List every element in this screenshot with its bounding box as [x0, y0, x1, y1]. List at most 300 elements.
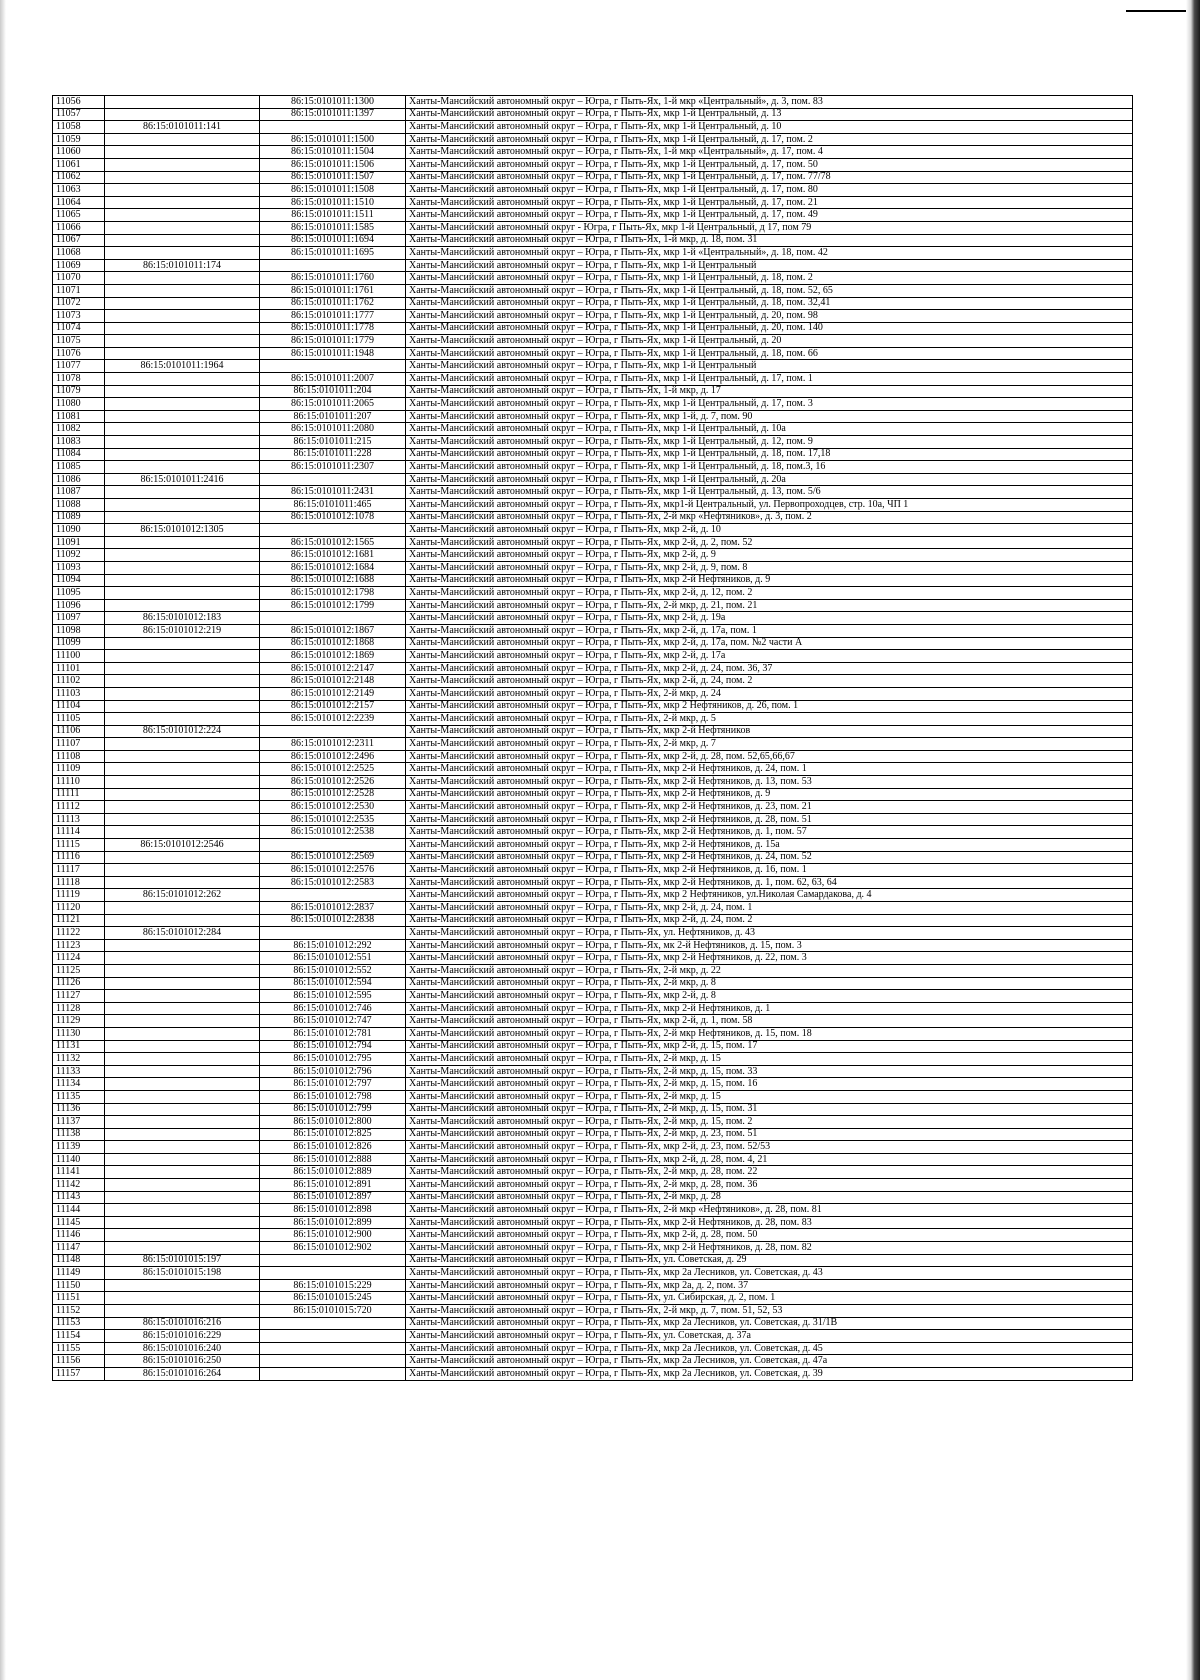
- address-cell: Ханты-Мансийский автономный округ – Югра, г Пыть-Ях, мкр 2-й Нефтяников, д. 24, пом. 1: [406, 763, 1133, 776]
- object-cadastral-number-cell: 86:15:0101012:2311: [260, 738, 406, 751]
- address-cell: Ханты-Мансийский автономный округ – Югра, г Пыть-Ях, мкр 2-й, д. 17а, пом. №2 части А: [406, 637, 1133, 650]
- land-cadastral-number-cell: [105, 1229, 260, 1242]
- address-cell: Ханты-Мансийский автономный округ – Югра, г Пыть-Ях, мкр 2а Лесников, ул. Советская, д. 39: [406, 1367, 1133, 1380]
- address-cell: Ханты-Мансийский автономный округ – Югра, г Пыть-Ях, 2-й мкр, д. 7: [406, 738, 1133, 751]
- land-cadastral-number-cell: [105, 1078, 260, 1091]
- row-number-cell: 11116: [53, 851, 105, 864]
- address-cell: Ханты-Мансийский автономный округ – Югра, г Пыть-Ях, 1-й мкр, д. 17: [406, 385, 1133, 398]
- table-row: [53, 1053, 1133, 1066]
- land-cadastral-number-cell: [105, 1053, 260, 1066]
- land-cadastral-number-cell: [105, 158, 260, 171]
- table-row: [53, 1141, 1133, 1154]
- table-row: [53, 662, 1133, 675]
- land-cadastral-number-cell: [105, 423, 260, 436]
- object-cadastral-number-cell: 86:15:0101012:1681: [260, 549, 406, 562]
- address-cell: Ханты-Мансийский автономный округ – Югра, г Пыть-Ях, мкр 1-й Центральный, д. 17, пом. 1: [406, 373, 1133, 386]
- address-cell: Ханты-Мансийский автономный округ – Югра, г Пыть-Ях, 2-й мкр, д. 22: [406, 964, 1133, 977]
- table-row: [53, 310, 1133, 323]
- object-cadastral-number-cell: [260, 121, 406, 134]
- table-row: [53, 196, 1133, 209]
- land-cadastral-number-cell: [105, 436, 260, 449]
- table-row: [53, 1317, 1133, 1330]
- address-cell: Ханты-Мансийский автономный округ – Югра, г Пыть-Ях, мкр 2-й Нефтяников, д. 1, пом. 57: [406, 826, 1133, 839]
- table-row: [53, 171, 1133, 184]
- land-cadastral-number-cell: [105, 990, 260, 1003]
- table-row: [53, 788, 1133, 801]
- row-number-cell: 11073: [53, 310, 105, 323]
- address-cell: Ханты-Мансийский автономный округ – Югра, г Пыть-Ях, 2-й мкр, д. 28: [406, 1191, 1133, 1204]
- object-cadastral-number-cell: 86:15:0101011:228: [260, 448, 406, 461]
- row-number-cell: 11133: [53, 1065, 105, 1078]
- land-cadastral-number-cell: [105, 864, 260, 877]
- object-cadastral-number-cell: 86:15:0101011:215: [260, 436, 406, 449]
- row-number-cell: 11157: [53, 1367, 105, 1380]
- table-row: [53, 612, 1133, 625]
- land-cadastral-number-cell: [105, 1027, 260, 1040]
- table-row: [53, 1242, 1133, 1255]
- address-cell: Ханты-Мансийский автономный округ – Югра, г Пыть-Ях, мкр 1-й Центральный, д. 20, пом. 98: [406, 310, 1133, 323]
- address-cell: Ханты-Мансийский автономный округ – Югра, г Пыть-Ях, мкр 1-й Центральный, д. 10а: [406, 423, 1133, 436]
- address-cell: Ханты-Мансийский автономный округ – Югра, г Пыть-Ях, мкр 1-й Центральный, д. 13: [406, 108, 1133, 121]
- address-cell: Ханты-Мансийский автономный округ – Югра, г Пыть-Ях, мкр 2а Лесников, ул. Советская, д. 31/1В: [406, 1317, 1133, 1330]
- address-cell: Ханты-Мансийский автономный округ – Югра, г Пыть-Ях, мкр 1-й Центральный, д. 12, пом. 9: [406, 436, 1133, 449]
- object-cadastral-number-cell: 86:15:0101012:796: [260, 1065, 406, 1078]
- row-number-cell: 11109: [53, 763, 105, 776]
- land-cadastral-number-cell: [105, 1242, 260, 1255]
- address-cell: Ханты-Мансийский автономный округ – Югра, г Пыть-Ях, 2-й мкр, д. 15: [406, 1090, 1133, 1103]
- table-row: [53, 486, 1133, 499]
- row-number-cell: 11118: [53, 876, 105, 889]
- object-cadastral-number-cell: [260, 1342, 406, 1355]
- row-number-cell: 11129: [53, 1015, 105, 1028]
- land-cadastral-number-cell: [105, 310, 260, 323]
- row-number-cell: 11061: [53, 158, 105, 171]
- object-cadastral-number-cell: 86:15:0101012:797: [260, 1078, 406, 1091]
- object-cadastral-number-cell: [260, 1355, 406, 1368]
- object-cadastral-number-cell: [260, 1317, 406, 1330]
- address-cell: Ханты-Мансийский автономный округ – Югра, г Пыть-Ях, мкр 2-й, д. 19а: [406, 612, 1133, 625]
- row-number-cell: 11141: [53, 1166, 105, 1179]
- table-row: [53, 1305, 1133, 1318]
- land-cadastral-number-cell: 86:15:0101016:250: [105, 1355, 260, 1368]
- object-cadastral-number-cell: 86:15:0101012:891: [260, 1179, 406, 1192]
- table-row: [53, 410, 1133, 423]
- address-cell: Ханты-Мансийский автономный округ – Югра, г Пыть-Ях, мкр 1-й Центральный: [406, 360, 1133, 373]
- table-row: [53, 826, 1133, 839]
- land-cadastral-number-cell: [105, 561, 260, 574]
- land-cadastral-number-cell: [105, 1305, 260, 1318]
- table-row: [53, 133, 1133, 146]
- address-cell: Ханты-Мансийский автономный округ – Югра, г Пыть-Ях, мкр 1-й Центральный, д. 17, пом. 80: [406, 184, 1133, 197]
- table-row: [53, 373, 1133, 386]
- row-number-cell: 11077: [53, 360, 105, 373]
- table-row: [53, 889, 1133, 902]
- object-cadastral-number-cell: [260, 1267, 406, 1280]
- address-cell: Ханты-Мансийский автономный округ – Югра, г Пыть-Ях, ул. Советская, д. 37а: [406, 1330, 1133, 1343]
- object-cadastral-number-cell: 86:15:0101012:1684: [260, 561, 406, 574]
- row-number-cell: 11095: [53, 587, 105, 600]
- object-cadastral-number-cell: 86:15:0101011:207: [260, 410, 406, 423]
- address-cell: Ханты-Мансийский автономный округ – Югра, г Пыть-Ях, мкр 2-й, д. 23, пом. 52/53: [406, 1141, 1133, 1154]
- table-row: [53, 725, 1133, 738]
- address-cell: Ханты-Мансийский автономный округ – Югра, г Пыть-Ях, мкр 1-й Центральный, д. 17, пом. 77/78: [406, 171, 1133, 184]
- address-cell: Ханты-Мансийский автономный округ – Югра, г Пыть-Ях, мкр 2а Лесников, ул. Советская, д. 45: [406, 1342, 1133, 1355]
- object-cadastral-number-cell: [260, 612, 406, 625]
- table-row: [53, 385, 1133, 398]
- address-cell: Ханты-Мансийский автономный округ – Югра, г Пыть-Ях, 2-й мкр «Нефтяников», д. 28, пом. 81: [406, 1204, 1133, 1217]
- table-row: [53, 675, 1133, 688]
- table-row: [53, 1179, 1133, 1192]
- row-number-cell: 11124: [53, 952, 105, 965]
- object-cadastral-number-cell: 86:15:0101012:1799: [260, 599, 406, 612]
- row-number-cell: 11065: [53, 209, 105, 222]
- object-cadastral-number-cell: 86:15:0101012:800: [260, 1116, 406, 1129]
- land-cadastral-number-cell: [105, 486, 260, 499]
- row-number-cell: 11156: [53, 1355, 105, 1368]
- land-cadastral-number-cell: [105, 977, 260, 990]
- object-cadastral-number-cell: 86:15:0101011:1761: [260, 284, 406, 297]
- land-cadastral-number-cell: 86:15:0101012:224: [105, 725, 260, 738]
- object-cadastral-number-cell: 86:15:0101012:888: [260, 1153, 406, 1166]
- object-cadastral-number-cell: 86:15:0101012:2525: [260, 763, 406, 776]
- table-row: [53, 713, 1133, 726]
- land-cadastral-number-cell: [105, 1040, 260, 1053]
- land-cadastral-number-cell: [105, 776, 260, 789]
- object-cadastral-number-cell: 86:15:0101011:1511: [260, 209, 406, 222]
- row-number-cell: 11146: [53, 1229, 105, 1242]
- object-cadastral-number-cell: 86:15:0101012:2535: [260, 813, 406, 826]
- land-cadastral-number-cell: 86:15:0101011:174: [105, 259, 260, 272]
- address-cell: Ханты-Мансийский автономный округ – Югра, г Пыть-Ях, мкр 2-й, д. 1, пом. 58: [406, 1015, 1133, 1028]
- row-number-cell: 11120: [53, 902, 105, 915]
- object-cadastral-number-cell: 86:15:0101012:798: [260, 1090, 406, 1103]
- address-cell: Ханты-Мансийский автономный округ – Югра, г Пыть-Ях, 1-й мкр «Центральный», д. 3, пом. 83: [406, 96, 1133, 109]
- table-row: [53, 335, 1133, 348]
- row-number-cell: 11107: [53, 738, 105, 751]
- address-cell: Ханты-Мансийский автономный округ – Югра, г Пыть-Ях, мкр 1-й Центральный, д. 20а: [406, 473, 1133, 486]
- object-cadastral-number-cell: 86:15:0101011:1948: [260, 347, 406, 360]
- object-cadastral-number-cell: [260, 1254, 406, 1267]
- land-cadastral-number-cell: [105, 272, 260, 285]
- row-number-cell: 11099: [53, 637, 105, 650]
- land-cadastral-number-cell: [105, 1090, 260, 1103]
- table-row: [53, 272, 1133, 285]
- row-number-cell: 11079: [53, 385, 105, 398]
- table-row: [53, 1267, 1133, 1280]
- object-cadastral-number-cell: 86:15:0101012:900: [260, 1229, 406, 1242]
- row-number-cell: 11090: [53, 524, 105, 537]
- table-row: [53, 1002, 1133, 1015]
- object-cadastral-number-cell: 86:15:0101012:746: [260, 1002, 406, 1015]
- address-cell: Ханты-Мансийский автономный округ – Югра, г Пыть-Ях, мкр 1-й Центральный, д. 17, пом. 21: [406, 196, 1133, 209]
- object-cadastral-number-cell: 86:15:0101012:595: [260, 990, 406, 1003]
- object-cadastral-number-cell: 86:15:0101011:1510: [260, 196, 406, 209]
- address-cell: Ханты-Мансийский автономный округ – Югра, г Пыть-Ях, 2-й мкр, д. 28, пом. 36: [406, 1179, 1133, 1192]
- table-row: [53, 1128, 1133, 1141]
- table-row: [53, 96, 1133, 109]
- row-number-cell: 11100: [53, 650, 105, 663]
- table-row: [53, 1330, 1133, 1343]
- row-number-cell: 11151: [53, 1292, 105, 1305]
- land-cadastral-number-cell: [105, 1128, 260, 1141]
- land-cadastral-number-cell: [105, 939, 260, 952]
- land-cadastral-number-cell: [105, 347, 260, 360]
- object-cadastral-number-cell: 86:15:0101011:1508: [260, 184, 406, 197]
- object-cadastral-number-cell: 86:15:0101015:720: [260, 1305, 406, 1318]
- row-number-cell: 11089: [53, 511, 105, 524]
- row-number-cell: 11067: [53, 234, 105, 247]
- object-cadastral-number-cell: 86:15:0101015:245: [260, 1292, 406, 1305]
- row-number-cell: 11085: [53, 461, 105, 474]
- row-number-cell: 11144: [53, 1204, 105, 1217]
- row-number-cell: 11139: [53, 1141, 105, 1154]
- land-cadastral-number-cell: [105, 448, 260, 461]
- row-number-cell: 11130: [53, 1027, 105, 1040]
- land-cadastral-number-cell: [105, 1166, 260, 1179]
- object-cadastral-number-cell: 86:15:0101015:229: [260, 1279, 406, 1292]
- object-cadastral-number-cell: 86:15:0101011:1762: [260, 297, 406, 310]
- land-cadastral-number-cell: [105, 700, 260, 713]
- address-cell: Ханты-Мансийский автономный округ – Югра, г Пыть-Ях, мк 2-й Нефтяников, д. 15, пом. 3: [406, 939, 1133, 952]
- address-cell: Ханты-Мансийский автономный округ – Югра, г Пыть-Ях, мкр 2-й Нефтяников, д. 13, пом. 53: [406, 776, 1133, 789]
- land-cadastral-number-cell: [105, 713, 260, 726]
- land-cadastral-number-cell: [105, 662, 260, 675]
- object-cadastral-number-cell: [260, 524, 406, 537]
- address-cell: Ханты-Мансийский автономный округ – Югра, г Пыть-Ях, мкр 1-й Центральный, д. 18, пом. 32,41: [406, 297, 1133, 310]
- row-number-cell: 11078: [53, 373, 105, 386]
- scan-edge-right: [1186, 0, 1200, 1680]
- row-number-cell: 11072: [53, 297, 105, 310]
- row-number-cell: 11059: [53, 133, 105, 146]
- table-row: [53, 1015, 1133, 1028]
- land-cadastral-number-cell: [105, 536, 260, 549]
- address-cell: Ханты-Мансийский автономный округ – Югра, г Пыть-Ях, 1-й мкр «Центральный», д. 17, пом. 4: [406, 146, 1133, 159]
- address-cell: Ханты-Мансийский автономный округ – Югра, г Пыть-Ях, 2-й мкр, д. 15, пом. 2: [406, 1116, 1133, 1129]
- row-number-cell: 11136: [53, 1103, 105, 1116]
- address-cell: Ханты-Мансийский автономный округ – Югра, г Пыть-Ях, мкр 2-й Нефтяников, д. 1, пом. 62, 63, 64: [406, 876, 1133, 889]
- table-row: [53, 1078, 1133, 1091]
- row-number-cell: 11064: [53, 196, 105, 209]
- address-cell: Ханты-Мансийский автономный округ – Югра, г Пыть-Ях, 2-й мкр «Нефтяников», д. 3, пом. 2: [406, 511, 1133, 524]
- row-number-cell: 11104: [53, 700, 105, 713]
- land-cadastral-number-cell: 86:15:0101012:1305: [105, 524, 260, 537]
- table-row: [53, 977, 1133, 990]
- land-cadastral-number-cell: 86:15:0101016:240: [105, 1342, 260, 1355]
- row-number-cell: 11105: [53, 713, 105, 726]
- address-cell: Ханты-Мансийский автономный округ – Югра, г Пыть-Ях, мкр 1-й Центральный, д. 10: [406, 121, 1133, 134]
- object-cadastral-number-cell: 86:15:0101012:897: [260, 1191, 406, 1204]
- row-number-cell: 11145: [53, 1216, 105, 1229]
- table-row: [53, 1065, 1133, 1078]
- address-cell: Ханты-Мансийский автономный округ – Югра, г Пыть-Ях, мкр 2-й Нефтяников, д. 28, пом. 51: [406, 813, 1133, 826]
- object-cadastral-number-cell: 86:15:0101011:1779: [260, 335, 406, 348]
- table-row: [53, 687, 1133, 700]
- row-number-cell: 11148: [53, 1254, 105, 1267]
- row-number-cell: 11058: [53, 121, 105, 134]
- table-row: [53, 121, 1133, 134]
- row-number-cell: 11096: [53, 599, 105, 612]
- object-cadastral-number-cell: 86:15:0101012:2838: [260, 914, 406, 927]
- table-row: [53, 1216, 1133, 1229]
- object-cadastral-number-cell: 86:15:0101012:552: [260, 964, 406, 977]
- address-cell: Ханты-Мансийский автономный округ – Югра, г Пыть-Ях, 1-й мкр, д. 18, пом. 31: [406, 234, 1133, 247]
- land-cadastral-number-cell: [105, 297, 260, 310]
- land-cadastral-number-cell: [105, 1191, 260, 1204]
- land-cadastral-number-cell: [105, 1179, 260, 1192]
- registry-table-body: [53, 96, 1133, 1381]
- table-row: [53, 461, 1133, 474]
- land-cadastral-number-cell: [105, 801, 260, 814]
- address-cell: Ханты-Мансийский автономный округ – Югра, г Пыть-Ях, мкр 2-й, д. 24, пом. 2: [406, 675, 1133, 688]
- object-cadastral-number-cell: [260, 1367, 406, 1380]
- row-number-cell: 11110: [53, 776, 105, 789]
- object-cadastral-number-cell: 86:15:0101012:898: [260, 1204, 406, 1217]
- row-number-cell: 11134: [53, 1078, 105, 1091]
- object-cadastral-number-cell: 86:15:0101011:204: [260, 385, 406, 398]
- land-cadastral-number-cell: [105, 1141, 260, 1154]
- row-number-cell: 11075: [53, 335, 105, 348]
- row-number-cell: 11149: [53, 1267, 105, 1280]
- object-cadastral-number-cell: 86:15:0101011:2065: [260, 398, 406, 411]
- object-cadastral-number-cell: 86:15:0101012:795: [260, 1053, 406, 1066]
- address-cell: Ханты-Мансийский автономный округ – Югра, г Пыть-Ях, мкр 2-й Нефтяников, д. 28, пом. 83: [406, 1216, 1133, 1229]
- land-cadastral-number-cell: [105, 1002, 260, 1015]
- address-cell: Ханты-Мансийский автономный округ – Югра, г Пыть-Ях, 2-й мкр, д. 15, пом. 33: [406, 1065, 1133, 1078]
- object-cadastral-number-cell: 86:15:0101012:2576: [260, 864, 406, 877]
- address-cell: Ханты-Мансийский автономный округ – Югра, г Пыть-Ях, 2-й мкр, д. 23, пом. 51: [406, 1128, 1133, 1141]
- land-cadastral-number-cell: [105, 209, 260, 222]
- object-cadastral-number-cell: 86:15:0101012:1869: [260, 650, 406, 663]
- land-cadastral-number-cell: 86:15:0101011:2416: [105, 473, 260, 486]
- table-row: [53, 750, 1133, 763]
- object-cadastral-number-cell: 86:15:0101011:465: [260, 499, 406, 512]
- land-cadastral-number-cell: [105, 914, 260, 927]
- table-row: [53, 1153, 1133, 1166]
- row-number-cell: 11117: [53, 864, 105, 877]
- address-cell: Ханты-Мансийский автономный округ – Югра, г Пыть-Ях, мкр 2-й, д. 24, пом. 2: [406, 914, 1133, 927]
- address-cell: Ханты-Мансийский автономный округ – Югра, г Пыть-Ях, мкр 2-й, д. 12, пом. 2: [406, 587, 1133, 600]
- address-cell: Ханты-Мансийский автономный округ – Югра, г Пыть-Ях, 2-й мкр, д. 5: [406, 713, 1133, 726]
- table-row: [53, 146, 1133, 159]
- address-cell: Ханты-Мансийский автономный округ – Югра, г Пыть-Ях, мкр 2-й Нефтяников, д. 15а: [406, 839, 1133, 852]
- object-cadastral-number-cell: [260, 1330, 406, 1343]
- table-row: [53, 763, 1133, 776]
- table-row: [53, 322, 1133, 335]
- land-cadastral-number-cell: 86:15:0101016:264: [105, 1367, 260, 1380]
- object-cadastral-number-cell: 86:15:0101011:1397: [260, 108, 406, 121]
- land-cadastral-number-cell: [105, 964, 260, 977]
- land-cadastral-number-cell: [105, 1116, 260, 1129]
- table-row: [53, 839, 1133, 852]
- row-number-cell: 11114: [53, 826, 105, 839]
- object-cadastral-number-cell: 86:15:0101012:2526: [260, 776, 406, 789]
- address-cell: Ханты-Мансийский автономный округ – Югра, г Пыть-Ях, мкр 2-й, д. 2, пом. 52: [406, 536, 1133, 549]
- land-cadastral-number-cell: [105, 1015, 260, 1028]
- land-cadastral-number-cell: [105, 763, 260, 776]
- table-row: [53, 927, 1133, 940]
- table-row: [53, 939, 1133, 952]
- table-row: [53, 599, 1133, 612]
- address-cell: Ханты-Мансийский автономный округ – Югра, г Пыть-Ях, ул. Сибирская, д. 2, пом. 1: [406, 1292, 1133, 1305]
- row-number-cell: 11112: [53, 801, 105, 814]
- land-cadastral-number-cell: [105, 511, 260, 524]
- row-number-cell: 11102: [53, 675, 105, 688]
- row-number-cell: 11152: [53, 1305, 105, 1318]
- table-row: [53, 1292, 1133, 1305]
- table-row: [53, 1279, 1133, 1292]
- address-cell: Ханты-Мансийский автономный округ – Югра, г Пыть-Ях, ул. Советская, д. 29: [406, 1254, 1133, 1267]
- address-cell: Ханты-Мансийский автономный округ – Югра, г Пыть-Ях, мкр 1-й Центральный, д. 18, пом. 17,18: [406, 448, 1133, 461]
- table-row: [53, 284, 1133, 297]
- row-number-cell: 11106: [53, 725, 105, 738]
- row-number-cell: 11140: [53, 1153, 105, 1166]
- table-row: [53, 524, 1133, 537]
- table-row: [53, 347, 1133, 360]
- row-number-cell: 11094: [53, 574, 105, 587]
- land-cadastral-number-cell: 86:15:0101016:216: [105, 1317, 260, 1330]
- row-number-cell: 11068: [53, 247, 105, 260]
- table-row: [53, 624, 1133, 637]
- row-number-cell: 11122: [53, 927, 105, 940]
- land-cadastral-number-cell: [105, 637, 260, 650]
- object-cadastral-number-cell: 86:15:0101012:794: [260, 1040, 406, 1053]
- address-cell: Ханты-Мансийский автономный округ – Югра, г Пыть-Ях, 2-й мкр, д. 15, пом. 31: [406, 1103, 1133, 1116]
- table-row: [53, 1040, 1133, 1053]
- table-row: [53, 1204, 1133, 1217]
- table-row: [53, 184, 1133, 197]
- table-row: [53, 1254, 1133, 1267]
- land-cadastral-number-cell: [105, 221, 260, 234]
- row-number-cell: 11113: [53, 813, 105, 826]
- object-cadastral-number-cell: [260, 889, 406, 902]
- row-number-cell: 11119: [53, 889, 105, 902]
- table-row: [53, 1103, 1133, 1116]
- land-cadastral-number-cell: 86:15:0101011:141: [105, 121, 260, 134]
- address-cell: Ханты-Мансийский автономный округ – Югра, г Пыть-Ях, 2-й мкр, д. 24: [406, 687, 1133, 700]
- table-row: [53, 914, 1133, 927]
- land-cadastral-number-cell: [105, 171, 260, 184]
- table-row: [53, 952, 1133, 965]
- row-number-cell: 11143: [53, 1191, 105, 1204]
- table-row: [53, 876, 1133, 889]
- table-row: [53, 990, 1133, 1003]
- table-row: [53, 1166, 1133, 1179]
- table-row: [53, 1367, 1133, 1380]
- table-row: [53, 1027, 1133, 1040]
- object-cadastral-number-cell: 86:15:0101012:899: [260, 1216, 406, 1229]
- row-number-cell: 11103: [53, 687, 105, 700]
- table-row: [53, 221, 1133, 234]
- row-number-cell: 11071: [53, 284, 105, 297]
- object-cadastral-number-cell: 86:15:0101012:1688: [260, 574, 406, 587]
- object-cadastral-number-cell: 86:15:0101011:1760: [260, 272, 406, 285]
- row-number-cell: 11121: [53, 914, 105, 927]
- row-number-cell: 11056: [53, 96, 105, 109]
- land-cadastral-number-cell: [105, 750, 260, 763]
- address-cell: Ханты-Мансийский автономный округ – Югра, г Пыть-Ях, мкр 2-й Нефтяников, д. 23, пом. 21: [406, 801, 1133, 814]
- row-number-cell: 11076: [53, 347, 105, 360]
- land-cadastral-number-cell: 86:15:0101012:2546: [105, 839, 260, 852]
- land-cadastral-number-cell: 86:15:0101015:198: [105, 1267, 260, 1280]
- row-number-cell: 11098: [53, 624, 105, 637]
- object-cadastral-number-cell: 86:15:0101012:1798: [260, 587, 406, 600]
- land-cadastral-number-cell: [105, 96, 260, 109]
- address-cell: Ханты-Мансийский автономный округ – Югра, г Пыть-Ях, 2-й мкр, д. 8: [406, 977, 1133, 990]
- row-number-cell: 11080: [53, 398, 105, 411]
- object-cadastral-number-cell: 86:15:0101012:2149: [260, 687, 406, 700]
- land-cadastral-number-cell: [105, 876, 260, 889]
- table-row: [53, 587, 1133, 600]
